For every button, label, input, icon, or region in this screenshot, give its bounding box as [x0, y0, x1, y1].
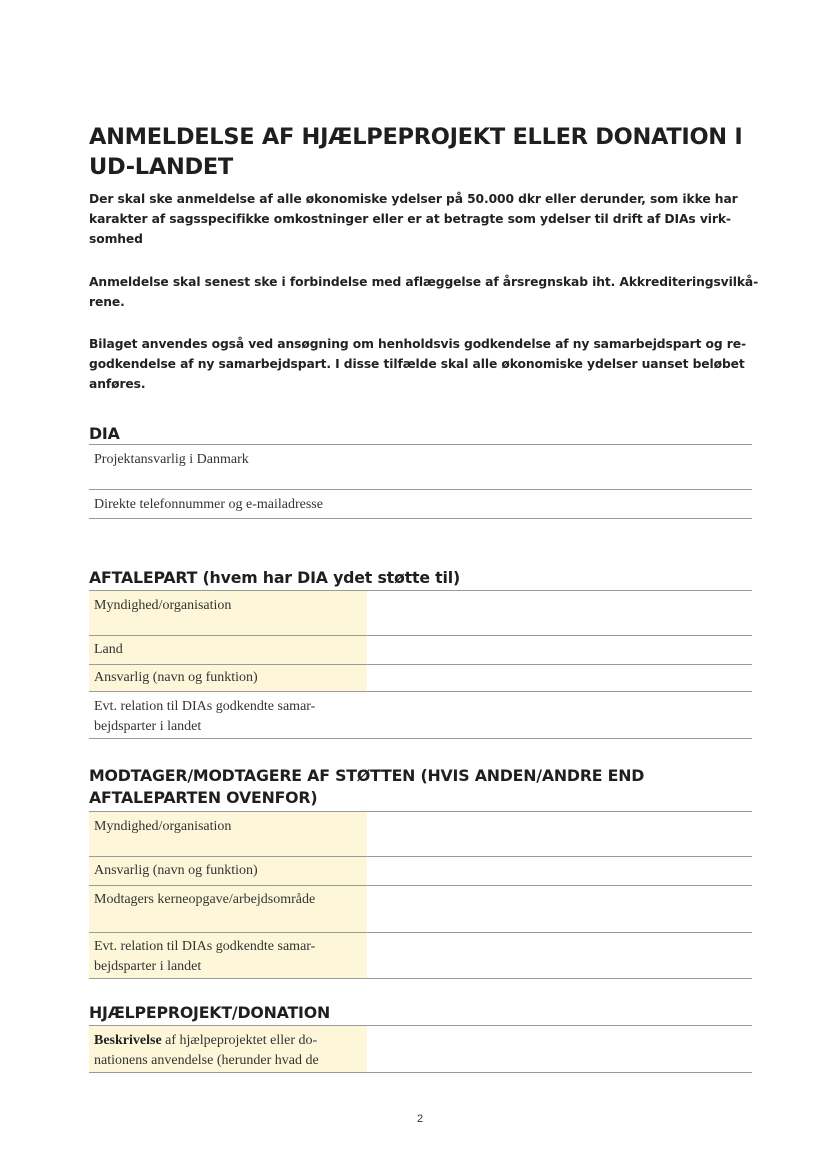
row-label-cell — [89, 1026, 367, 1072]
row-label-cell — [89, 636, 367, 664]
form-row-myndighed[interactable] — [89, 812, 752, 857]
form-row-projektansvarlig[interactable] — [89, 445, 752, 490]
page-number: 2 — [416, 1113, 424, 1125]
page-title: ANMELDELSE AF HJÆLPEPROJEKT ELLER DONATION I UD-LANDET — [89, 124, 743, 180]
row-label: Evt. relation til DIAs godkendte samar-bejdsparter i landet — [94, 699, 316, 734]
row-label: Land — [94, 642, 123, 657]
row-label-cell — [89, 886, 367, 932]
row-label-cell — [89, 933, 367, 978]
row-label: Evt. relation til DIAs godkendte samar-bejdsparter i landet — [94, 939, 316, 974]
intro-paragraph-1: Der skal ske anmeldelse af alle økonomiske ydelser på 50.000 dkr eller derunder, som ikke har karakter af sagsspecifikke omkostninger eller er at betragte som ydelser til drift af DIAs virk-somhed — [89, 192, 738, 246]
form-row-telefon-email[interactable] — [89, 490, 752, 519]
form-row-kerneopgave[interactable] — [89, 886, 752, 933]
row-label: Direkte telefonnummer og e-mailadresse — [94, 497, 323, 512]
form-row-land[interactable] — [89, 636, 752, 665]
section-heading-dia: DIA — [89, 424, 120, 443]
row-label-cell — [89, 591, 367, 635]
section-heading-hjaelpeprojekt: HJÆLPEPROJEKT/DONATION — [89, 1003, 330, 1022]
intro-paragraph-2: Anmeldelse skal senest ske i forbindelse med aflæggelse af årsregnskab iht. Akkrediteringsvilkå-rene. — [89, 275, 759, 309]
row-label-rest: af hjælpeprojektet eller do-nationens anvendelse (herunder hvad de — [94, 1033, 319, 1068]
row-label-cell — [89, 445, 367, 489]
row-label: Projektansvarlig i Danmark — [94, 452, 249, 467]
section-heading-aftalepart: AFTALEPART (hvem har DIA ydet støtte til) — [89, 568, 460, 587]
row-label-cell — [89, 812, 367, 856]
form-row-beskrivelse[interactable] — [89, 1026, 752, 1073]
form-row-ansvarlig[interactable] — [89, 857, 752, 886]
intro-paragraph-3: Bilaget anvendes også ved ansøgning om henholdsvis godkendelse af ny samarbejdspart og re-godkendelse af ny samarbejdspart. I disse tilfælde skal alle økonomiske ydelser uanset beløbet anføres. — [89, 337, 746, 391]
row-label — [94, 1031, 362, 1071]
row-label: Myndighed/organisation — [94, 819, 232, 834]
form-row-ansvarlig[interactable] — [89, 665, 752, 692]
row-label: Ansvarlig (navn og funktion) — [94, 863, 258, 878]
row-label: Ansvarlig (navn og funktion) — [94, 670, 258, 685]
row-label-cell — [89, 692, 367, 738]
form-row-relation[interactable] — [89, 933, 752, 979]
form-row-relation[interactable] — [89, 692, 752, 739]
row-label-bold: Beskrivelse — [94, 1033, 162, 1048]
section-heading-modtager: MODTAGER/MODTAGERE AF STØTTEN (HVIS ANDEN/ANDRE END AFTALEPARTEN OVENFOR) — [89, 766, 645, 807]
form-row-myndighed[interactable] — [89, 591, 752, 636]
row-label-cell — [89, 490, 367, 518]
row-label: Modtagers kerneopgave/arbejdsområde — [94, 892, 316, 907]
row-label-cell — [89, 857, 367, 885]
row-label: Myndighed/organisation — [94, 598, 232, 613]
row-label-cell — [89, 665, 367, 691]
